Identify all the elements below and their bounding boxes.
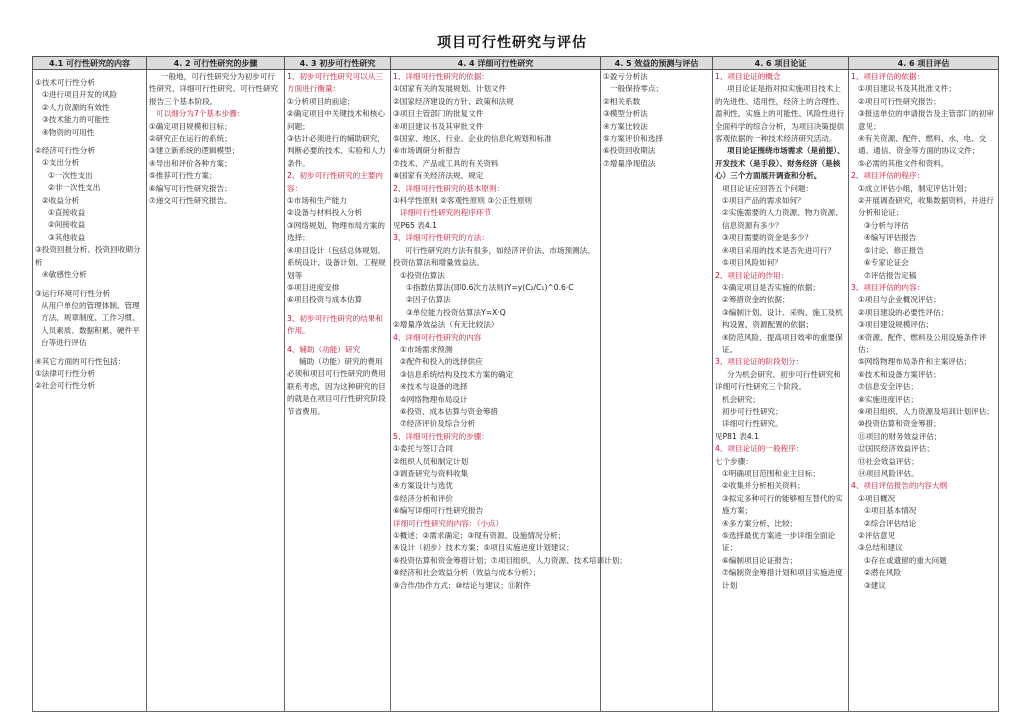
subheading: 4、项目评估报告的内容大纲 bbox=[851, 481, 947, 491]
list-item: ①确定项目是否实施的依据； bbox=[722, 282, 820, 292]
list-item: ④项目建议书及其审批文件 bbox=[393, 121, 484, 131]
list-item: ④其它方面的可行性包括： bbox=[35, 356, 126, 366]
cell-benefit bbox=[601, 70, 713, 712]
list-item: ⑤国家、地区、行业、企业的信息化规划和标准 bbox=[393, 134, 552, 144]
list-item: ③投资回报分析、投资回收期分析 bbox=[35, 245, 141, 267]
list-item: 详细可行性研究。 bbox=[722, 419, 783, 429]
list-item: ⑤讨论、修正报告 bbox=[864, 245, 924, 255]
header-benefit: 4. 5 效益的预测与评估 bbox=[601, 57, 713, 70]
list-item: ⑤项目进度安排 bbox=[287, 282, 340, 292]
list-item: 一般保持零点； bbox=[610, 84, 664, 94]
paragraph: 项目论证是指对拟实施项目技术上的先进性、适用性，经济上的合理性、盈利性，实施上的可能性、风险性进行全面科学的综合分析，为项目决策提供客观依据的一种技术经济研究活动。 bbox=[715, 84, 845, 144]
list-item: ⑥投资、成本估算与资金筹措 bbox=[400, 406, 498, 416]
list-item: 见P81 表4.1 bbox=[715, 431, 759, 441]
list-item: ⑦信息安全评估； bbox=[858, 382, 918, 392]
subheading: 4、辅助（功能）研究 bbox=[287, 344, 361, 354]
list-item: ⑨合作/协作方式；⑩结论与建议；⑪附件 bbox=[393, 580, 531, 590]
list-item: ④项目设计（包括总体规划、系统设计、设备计划、工程规划等 bbox=[287, 245, 386, 280]
list-item: ③信息系统结构及技术方案的确定 bbox=[400, 369, 514, 379]
list-item: ⑧国家有关经济法规、规定 bbox=[393, 171, 484, 181]
list-item: ⑥项目投资与成本估算 bbox=[287, 295, 363, 305]
list-item: ⑩投资估算和资金筹措； bbox=[858, 419, 941, 429]
list-item: ①明确项目范围和业主目标； bbox=[722, 469, 820, 478]
list-item: ⑬社会效益评估； bbox=[858, 456, 919, 466]
list-item: ③分析与评估 bbox=[864, 220, 909, 230]
list-item: ②因子估算法 bbox=[406, 295, 451, 305]
list-item: ②社会可行性分析 bbox=[35, 381, 95, 391]
list-item: ⑥投资估算和资金筹措计划；⑦项目组织、人力资源、技术培训计划； bbox=[393, 555, 627, 565]
list-item: ②评估意见 bbox=[858, 531, 896, 541]
list-item: ①市场需求预测 bbox=[400, 344, 453, 354]
list-item: ③技术能力的可能性 bbox=[42, 115, 110, 125]
list-item: ②综合评估结论 bbox=[864, 518, 917, 528]
list-item: ⑭项目风险评估。 bbox=[858, 469, 919, 478]
subheading: 详细可行性研究的内容：（小点） bbox=[393, 518, 504, 528]
list-item: ④资源、配件、燃料及公用设施条件评估； bbox=[858, 332, 987, 354]
list-item: ③其他收益 bbox=[48, 232, 86, 242]
header-content: 4.1 可行性研究的内容 bbox=[33, 57, 147, 70]
list-item: ⑦经济评价及综合分析 bbox=[400, 419, 476, 429]
list-item: ③总结和建议 bbox=[858, 543, 903, 553]
subheading: 1、项目评估的依据： bbox=[851, 72, 925, 81]
list-item: 初步可行性研究； bbox=[722, 406, 783, 416]
subheading: 1、项目论证的概念 bbox=[715, 72, 781, 81]
list-item: ①进行项目开发的风险 bbox=[42, 90, 118, 100]
list-item: ⑦评估报告定稿 bbox=[864, 270, 917, 280]
list-item: ①科学性原则 ②客观性原则 ③公正性原则 bbox=[393, 196, 533, 206]
list-item: ④物资的可用性 bbox=[42, 127, 95, 137]
paragraph: 分为机会研究、初步可行性研究和详细可行性研究三个阶段。 bbox=[715, 369, 841, 392]
list-item: ①一次性支出 bbox=[48, 170, 93, 180]
list-item: ④防范风险、提高项目效率的重要保证。 bbox=[722, 332, 843, 354]
list-item: ①概述；②需求确定；③现有资源、设施情况分析； bbox=[393, 531, 566, 541]
list-item: ①项目基本情况 bbox=[864, 506, 917, 516]
list-item: ③建议 bbox=[864, 580, 886, 590]
list-item: ①分析项目的前途； bbox=[287, 96, 355, 106]
list-item: ⑤必需的其他文件和资料。 bbox=[858, 158, 949, 168]
list-item: ⑧经济和社会效益分析（效益与成本分析）； bbox=[393, 568, 541, 578]
summary-table bbox=[32, 56, 999, 712]
header-row bbox=[33, 57, 999, 70]
header-argument: 4. 6 项目论证 bbox=[713, 57, 849, 70]
list-item: ⑤网络物理布局设计 bbox=[400, 394, 468, 404]
list-item: ②非一次性支出 bbox=[48, 183, 101, 193]
list-item: ⑪项目的财务效益评估； bbox=[858, 431, 942, 441]
subheading: 3、项目评估的内容： bbox=[851, 282, 925, 292]
list-item: ⑤方案评价和选择 bbox=[603, 134, 663, 144]
list-item: ①技术可行性分析 bbox=[35, 78, 95, 87]
list-item: ④设计（初步）技术方案；⑤项目实施进度计划建议； bbox=[393, 543, 574, 553]
list-item: ②筹措资金的依据； bbox=[722, 295, 790, 305]
list-item: ③项目建设规模评估； bbox=[858, 320, 934, 330]
list-item: ⑨项目组织、人力资源及培训计划评估； bbox=[858, 406, 994, 416]
paragraph: 项目论证围绕市场需求（是前提）、开发技术（是手段）、财务经济（是核心）三个方面展开调查和分析。 bbox=[715, 146, 845, 181]
list-item: ⑥编写详细可行性研究报告 bbox=[393, 506, 484, 516]
list-item: 见P65 表4.1 bbox=[393, 220, 437, 230]
list-item: ⑦技术、产品或工具的有关资料 bbox=[393, 158, 499, 168]
list-item: ⑥编制项目论证报告； bbox=[722, 555, 798, 565]
list-item: ②实施需要的人力资源、物力资源、信息资源有多少？ bbox=[722, 208, 843, 230]
header-steps: 4. 2 可行性研究的步骤 bbox=[147, 57, 285, 70]
list-item: ②增量净效益法（有无比较法） bbox=[393, 320, 499, 330]
paragraph: 一般地，可行性研究分为初步可行性研究、详细可行性研究、可行性研究报告三个基本阶段。 bbox=[149, 72, 279, 106]
list-item: ②设备与材料投入分析 bbox=[287, 208, 363, 218]
subheading: 3、项目论证的阶段划分： bbox=[715, 357, 804, 367]
header-evaluation: 4. 6 项目评估 bbox=[849, 57, 999, 70]
subheading: 详细可行性研究的程序环节 bbox=[400, 208, 492, 218]
list-item: ⑤项目风险如何？ bbox=[722, 258, 782, 268]
list-item: ③项目主管部门的批复文件 bbox=[393, 109, 484, 119]
list-item: ③模型分析法 bbox=[603, 109, 648, 119]
list-item: ③调查研究与资料收集 bbox=[393, 469, 469, 478]
list-item: ④导出和评价各种方案； bbox=[149, 158, 232, 168]
list-item: ⑤经济分析和评价 bbox=[393, 493, 453, 503]
list-item: ②开展调查研究，收集数据资料，并进行分析和论证； bbox=[858, 196, 994, 218]
list-item: ⑦增量净现值法 bbox=[603, 158, 656, 168]
subheading: 3、初步可行性研究的结果和作用。 bbox=[287, 313, 383, 336]
list-item: ⑤网络物理布局条件和主案评估； bbox=[858, 357, 972, 367]
list-item: ③估计必须进行的辅助研究，判断必要的技术、实验和人力条件。 bbox=[287, 134, 386, 168]
list-item: 七个步骤： bbox=[715, 456, 753, 466]
list-item: ⑦递交可行性研究报告。 bbox=[149, 196, 232, 206]
list-item: 项目论证应回答五个问题： bbox=[722, 183, 814, 193]
cell-argument bbox=[713, 70, 849, 712]
list-item: ④编写评估报告 bbox=[864, 233, 917, 243]
list-item: ①存在或遗留的重大问题 bbox=[864, 555, 947, 565]
cell-content bbox=[33, 70, 147, 712]
list-item: ①项目与企业概况评估； bbox=[858, 295, 941, 305]
list-item: ⑦编制资金筹措计划和项目实施进度计划 bbox=[722, 568, 843, 590]
cell-evaluation bbox=[849, 70, 999, 712]
list-item: ④敏感性分析 bbox=[42, 270, 87, 280]
list-item: ⑥投资回收期法 bbox=[603, 146, 656, 156]
subheading: 可以细分为7个基本步骤： bbox=[156, 109, 245, 119]
list-item: ①法律可行性分析 bbox=[35, 368, 95, 378]
list-item: ③单位能力投资估算法Y=X·Q bbox=[406, 307, 506, 317]
list-item: ②人力资源的有效性 bbox=[42, 102, 110, 112]
list-item: ①直接收益 bbox=[48, 208, 86, 218]
header-detailed: 4. 4 详细可行性研究 bbox=[391, 57, 601, 70]
list-item: ⑤推荐可行性方案； bbox=[149, 171, 217, 181]
list-item: ②组织人员和制定计划 bbox=[393, 456, 469, 466]
list-item: ⑥技术和设备方案评估； bbox=[858, 369, 941, 379]
list-item: ⑫国民经济效益评估； bbox=[858, 444, 934, 454]
cell-steps bbox=[147, 70, 285, 712]
subheading: 5、详细可行性研究的步骤： bbox=[393, 431, 489, 441]
subheading: 2、项目评估的程序： bbox=[851, 171, 925, 181]
list-item: ④多方案分析、比较； bbox=[722, 518, 798, 528]
list-item: ⑥专家论证会 bbox=[864, 258, 909, 268]
page-title: 项目可行性研究与评估 bbox=[437, 35, 587, 51]
content-row bbox=[33, 70, 999, 712]
list-item: ①项目产品的需求如何？ bbox=[722, 196, 805, 206]
list-item: ①指数估算法(即0.6次方法则)Y=y(C₂/C₁)^0.6·C bbox=[406, 282, 574, 292]
subheading: 2、详细可行性研究的基本原则： bbox=[393, 183, 505, 193]
list-item: ④项目采用的技术是否先进可行？ bbox=[722, 245, 836, 255]
subheading: 1、详细可行性研究的依据： bbox=[393, 72, 489, 81]
list-item: ①投资估算法 bbox=[400, 270, 445, 280]
subheading: 4、项目论证的一般程序： bbox=[715, 444, 804, 454]
list-item: ③运行环境可行性分析 bbox=[35, 288, 111, 298]
list-item: 机会研究； bbox=[722, 394, 760, 404]
list-item: ④技术与设备的选择 bbox=[400, 382, 468, 392]
list-item: ①委托与签订合同 bbox=[393, 444, 453, 454]
list-item: ①支出分析 bbox=[42, 158, 80, 168]
list-item: ②确定项目中关键技术和核心问题； bbox=[287, 109, 385, 131]
subheading: 2、初步可行性研究的主要内容： bbox=[287, 171, 383, 193]
list-item: ①项目建议书及其批准文件； bbox=[858, 84, 956, 94]
list-item: ⑥市场调研分析报告 bbox=[393, 146, 461, 156]
list-item: ①国家有关的发展规划、计划文件 bbox=[393, 84, 507, 94]
paragraph: 辅助（功能）研究的费用必须和项目可行性研究的费用联系考虑，因为这种研究的目的就是在项目可行性研究阶段节省费用。 bbox=[287, 356, 386, 416]
list-item: ②潜在风险 bbox=[864, 568, 902, 578]
list-item: ②国家经济建设的方针、政策和法规 bbox=[393, 96, 514, 106]
subheading: 4、详细可行性研究的内容 bbox=[393, 332, 482, 342]
list-item: ③项目需要的资金是多少？ bbox=[722, 233, 813, 243]
cell-preliminary bbox=[285, 70, 391, 712]
list-item: ①项目概况 bbox=[858, 493, 896, 503]
list-item: ③建立新系统的逻辑模型； bbox=[149, 146, 240, 156]
list-item: ②项目可行性研究报告； bbox=[858, 96, 941, 106]
list-item: ④方案比较法 bbox=[603, 121, 648, 131]
list-item: ②收益分析 bbox=[42, 195, 80, 205]
list-item: ②收集并分析相关资料； bbox=[722, 481, 805, 491]
list-item: ⑥编写可行性研究报告； bbox=[149, 183, 232, 193]
list-item: ②间接收益 bbox=[48, 220, 86, 230]
paragraph: 可行性研究的方法有很多，如经济评价法、市场预测法、投资估算法和增量效益法。 bbox=[393, 245, 595, 268]
list-item: ①确定项目规模和目标； bbox=[149, 121, 232, 131]
header-preliminary: 4. 3 初步可行性研究 bbox=[285, 57, 391, 70]
list-item: ②配件和投入的选择供应 bbox=[400, 357, 483, 367]
list-item: ⑤选择最优方案进一步详细全面论证； bbox=[722, 531, 836, 553]
list-item: ③网络规划、物理布局方案的选择； bbox=[287, 220, 385, 243]
subheading: 2、项目论证的作用： bbox=[715, 270, 789, 280]
subheading: 1、初步可行性研究可以从三方面进行衡量： bbox=[287, 72, 383, 94]
list-item: 从用户单位的管理体制、管理方法、规章制度、工作习惯、人员素质、数据积累、硬件平台等进行评估 bbox=[41, 300, 140, 348]
subheading: 3、详细可行性研究的方法： bbox=[393, 233, 489, 243]
list-item: ③报送单位的申请报告及主管部门的初审意见； bbox=[858, 109, 994, 131]
list-item: ③拟定多种可行的能够相互替代的实施方案； bbox=[722, 493, 843, 516]
list-item: ③编制计划、设计、采购、施工及机构设置、资源配置的依据； bbox=[722, 307, 843, 330]
list-item: ④方案设计与选优 bbox=[393, 481, 453, 491]
list-item: ②经济可行性分析 bbox=[35, 146, 95, 156]
list-item: ①市场和生产能力 bbox=[287, 196, 347, 206]
list-item: ④有关资源、配件、燃料、水、电、交通、通信、资金等方面的协议文件； bbox=[858, 134, 987, 156]
list-item: ②相关系数 bbox=[603, 96, 641, 106]
list-item: ⑧实施进度评估； bbox=[858, 394, 918, 404]
list-item: ②研究正在运行的系统； bbox=[149, 134, 232, 144]
list-item: ②项目建设的必要性评估； bbox=[858, 307, 949, 317]
list-item: ①盈亏分析法 bbox=[603, 72, 648, 81]
list-item: ①成立评估小组，制定评估计划； bbox=[858, 183, 972, 193]
